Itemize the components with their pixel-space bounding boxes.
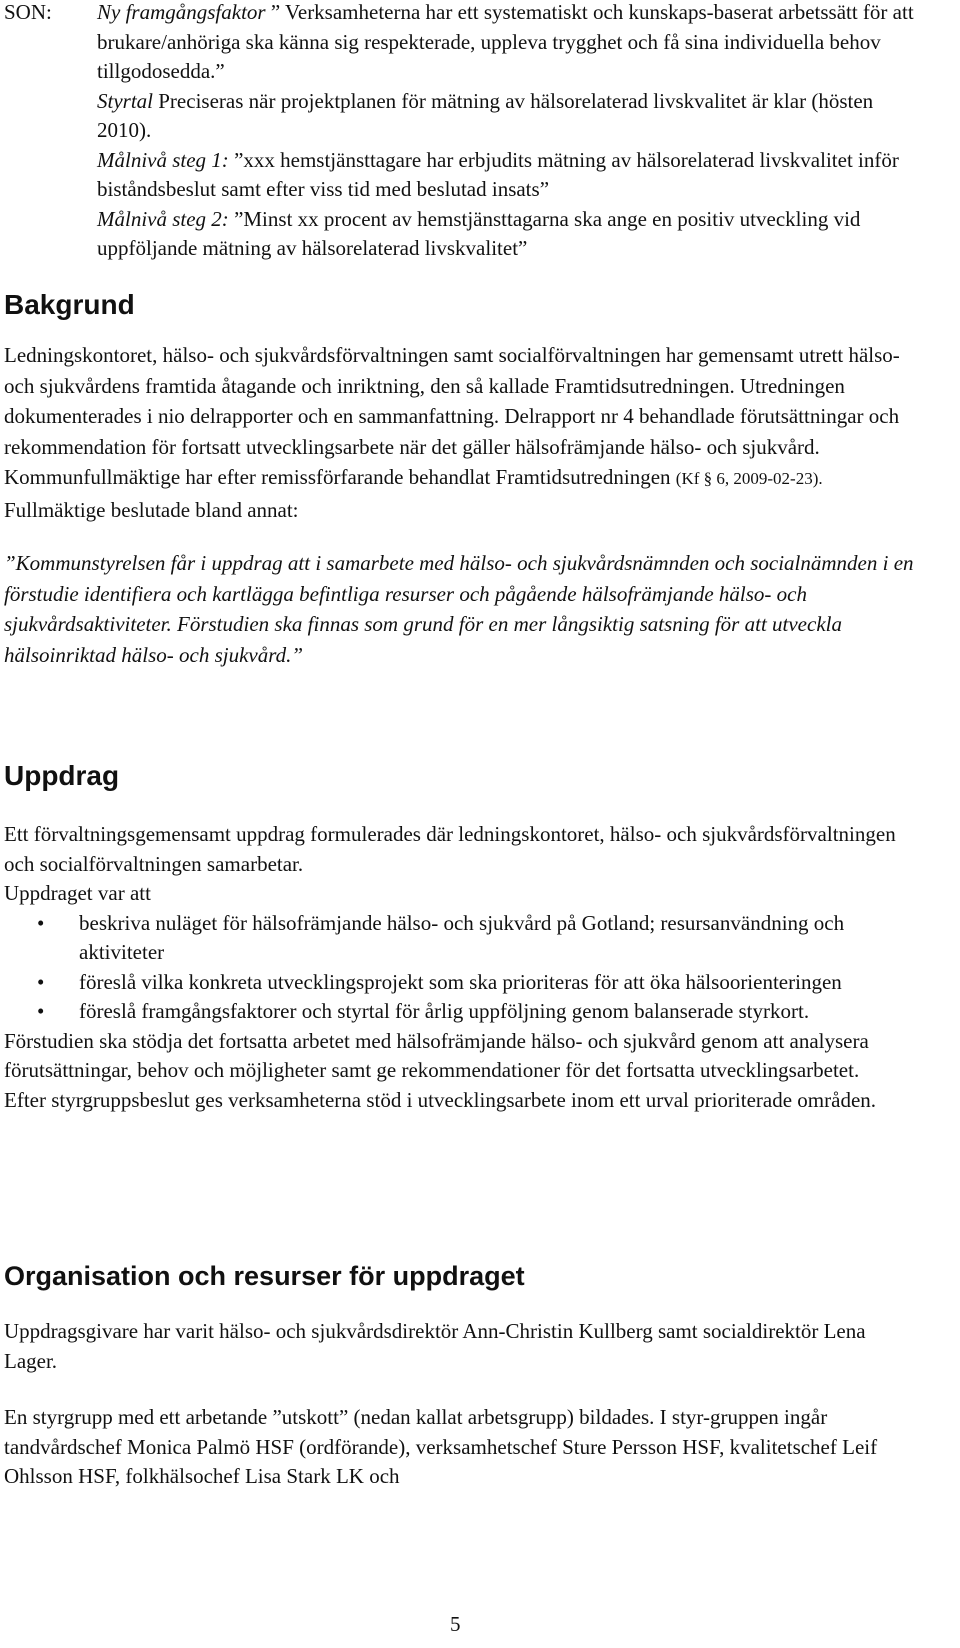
- son-malniva-steg2: [97, 205, 919, 264]
- uppdrag-bullet-item: [4, 997, 904, 1027]
- organisation-para2: En styrgrupp med ett arbetande ”utskott” (nedan kallat arbetsgrupp) bildades. I styr-gruppen ingår tandvårdschef Monica Palmö HSF (ordförande), verksamhetschef Sture Persson HSF, kvalitetschef Leif Ohlsson HSF, folkhälsochef Lisa Stark LK och: [4, 1405, 878, 1488]
- son-styrtal-text: Preciseras när projektplanen för mätning av hälsorelaterad livskvalitet är klar (hösten 2010).: [97, 88, 874, 142]
- son-framgangsfaktor-text: ” Verksamheterna har ett systematiskt och kunskaps-baserat arbetssätt för att brukare/anhöriga ska känna sig respekterade, uppleva trygghet och få sina individuella behov tillgodosedda.”: [97, 0, 914, 83]
- bakgrund-section: [4, 340, 924, 670]
- son-malniva-steg1-label: Målnivå steg 1:: [97, 147, 229, 172]
- son-block: [97, 0, 919, 264]
- bakgrund-reference: (Kf § 6, 2009-02-23).: [675, 469, 823, 488]
- uppdrag-bullet-item: [4, 909, 904, 968]
- uppdrag-heading: Uppdrag: [4, 760, 120, 791]
- son-malniva-steg2-label: Målnivå steg 2:: [97, 206, 229, 231]
- bullet-icon: •: [37, 910, 45, 935]
- uppdrag-intro: Ett förvaltningsgemensamt uppdrag formulerades där ledningskontoret, hälso- och sjukvårdsförvaltningen och socialförvaltningen samarbetar.: [4, 822, 896, 876]
- uppdrag-bullet-text: föreslå framgångsfaktorer och styrtal för årlig uppföljning genom balanserade styrkort.: [79, 999, 810, 1023]
- bakgrund-heading: Bakgrund: [4, 289, 135, 320]
- uppdrag-bullet-text: beskriva nuläget för hälsofrämjande hälso- och sjukvård på Gotland; resursanvändning och aktiviteter: [79, 910, 845, 964]
- organisation-section: [4, 1317, 904, 1492]
- son-styrtal-label: Styrtal: [97, 88, 153, 113]
- uppdrag-bullet-list: [4, 909, 904, 1027]
- son-malniva-steg1-text: ”xxx hemstjänsttagare har erbjudits mätning av hälsorelaterad livskvalitet inför biståndsbeslut samt efter viss tid med beslutad insats”: [97, 147, 899, 201]
- son-styrtal: [97, 87, 919, 146]
- uppdrag-bullet-text: föreslå vilka konkreta utvecklingsprojekt som ska prioriteras för att öka hälsoorienteringen: [79, 969, 842, 994]
- organisation-para1: Uppdragsgivare har varit hälso- och sjukvårdsdirektör Ann-Christin Kullberg samt socialdirektör Lena Lager.: [4, 1319, 866, 1373]
- son-malniva-steg2-text: ”Minst xx procent av hemstjänsttagarna ska ange en positiv utveckling vid uppföljande mätning av hälsorelaterad livskvalitet”: [97, 206, 861, 260]
- bakgrund-paragraph: [4, 340, 924, 525]
- uppdrag-bullet-item: [4, 968, 904, 998]
- bullet-icon: •: [37, 999, 45, 1023]
- son-label: SON:: [4, 0, 52, 24]
- uppdrag-lead: Uppdraget var att: [4, 881, 151, 905]
- uppdrag-closing: Förstudien ska stödja det fortsatta arbetet med hälsofrämjande hälso- och sjukvård genom att analysera förutsättningar, behov och möjligheter samt ge rekommendationer för det fortsatta utvecklingsarbetet. Efter styrgruppsbeslut ges verksamheterna stöd i utvecklingsarbete inom ett urval prioriterade områden.: [4, 1028, 877, 1112]
- page-number: 5: [450, 1612, 461, 1636]
- son-framgangsfaktor: [97, 0, 919, 87]
- bakgrund-quote: ”Kommunstyrelsen får i uppdrag att i samarbete med hälso- och sjukvårdsnämnden och socialnämnden i en förstudie identifiera och kartlägga befintliga resurser och pågående hälsofrämjande hälso- och sjukvårdsaktiviteter. Förstudien ska finnas som grund för en mer långsiktig satsning för att utveckla hälsoinriktad hälso- och sjukvård.”: [4, 551, 914, 667]
- son-malniva-steg1: [97, 146, 919, 205]
- bakgrund-paragraph-text: Ledningskontoret, hälso- och sjukvårdsförvaltningen samt socialförvaltningen har gemensamt utrett hälso- och sjukvårdens framtida åtagande och inriktning, den så kallade Framtidsutredningen. Utredningen dokumenterades i nio delrapporter och en sammanfattning. Delrapport nr 4 behandlade förutsättningar och rekommendation för fortsatt utvecklingsarbete när det gäller hälsofrämjande hälso- och sjukvård. Kommunfullmäktige har efter remissförfarande behandlat Framtidsutredningen: [4, 343, 900, 489]
- son-framgangsfaktor-label: Ny framgångsfaktor: [97, 0, 266, 24]
- bullet-icon: •: [37, 969, 45, 994]
- bakgrund-paragraph-end: Fullmäktige beslutade bland annat:: [4, 497, 299, 522]
- organisation-heading: Organisation och resurser för uppdraget: [4, 1261, 525, 1291]
- uppdrag-section: [4, 820, 904, 1115]
